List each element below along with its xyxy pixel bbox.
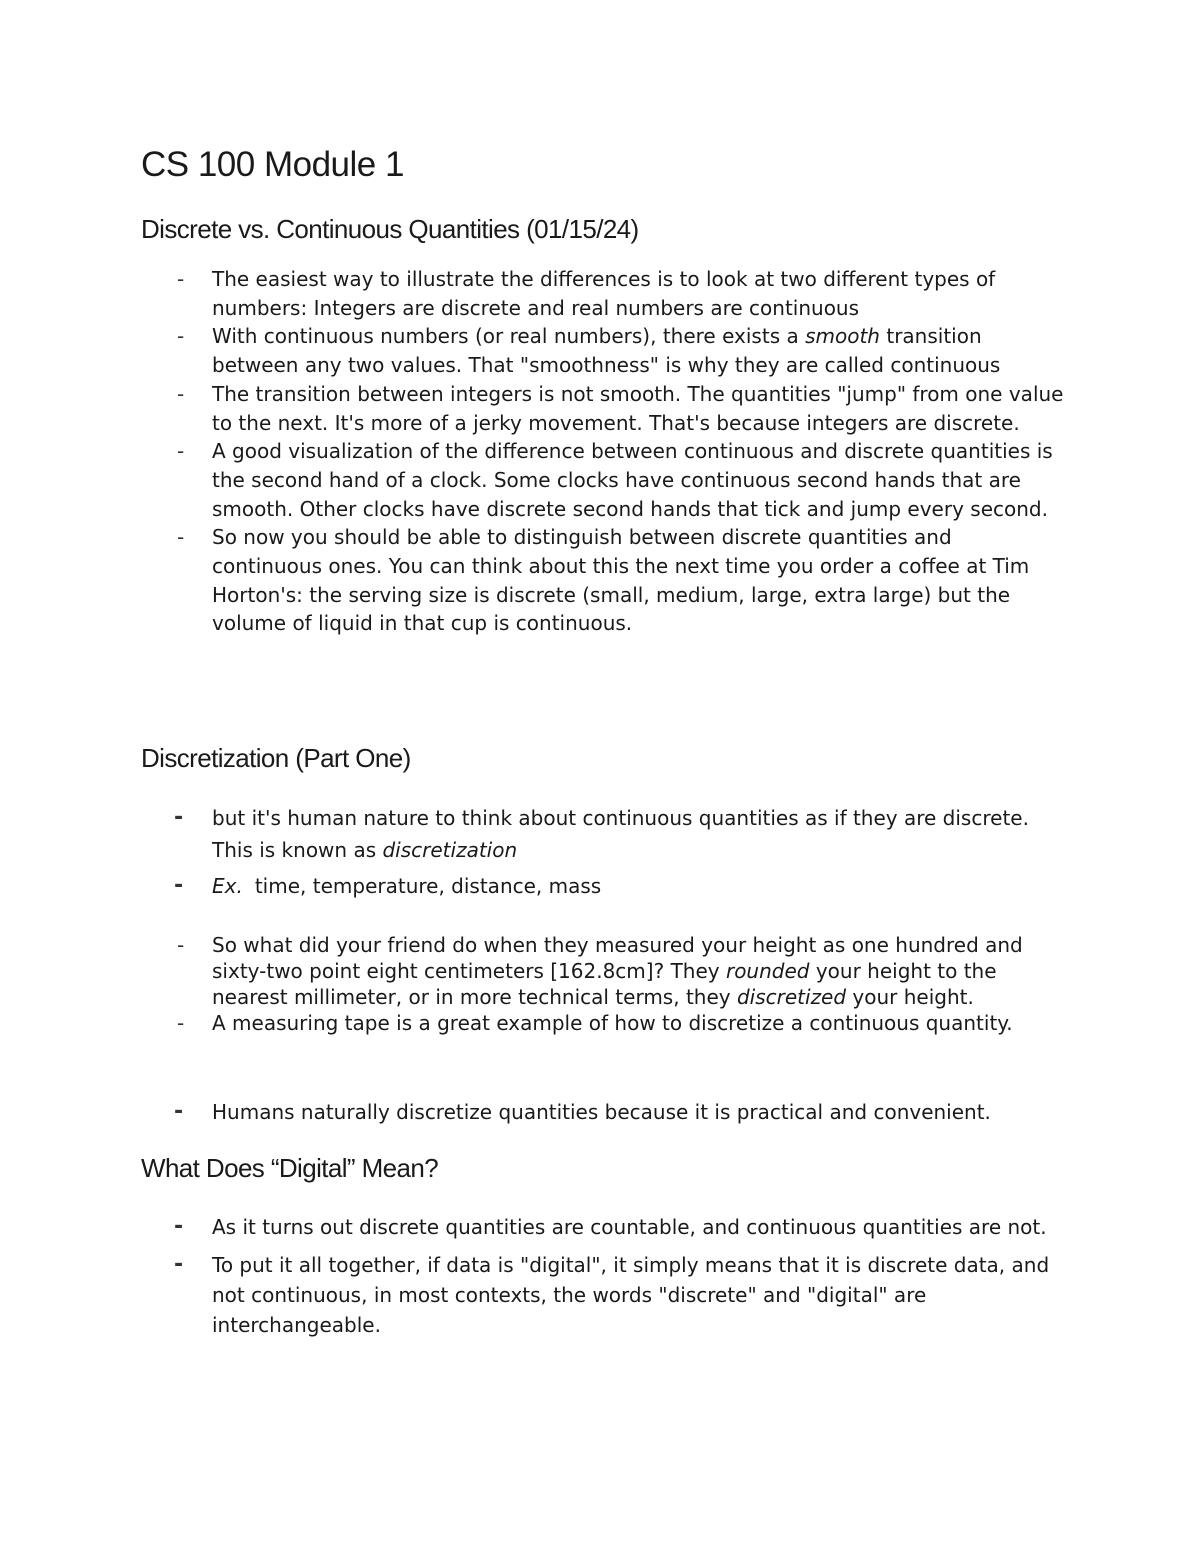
list-item	[141, 870, 1066, 902]
list-item-text: To put it all together, if data is "digital", it simply means that it is discrete data, and not continuous, in most contexts, the words "discrete" and "digital" are interchangeable.	[212, 1253, 1050, 1337]
list-item-text: As it turns out discrete quantities are countable, and continuous quantities are not.	[212, 1215, 1047, 1239]
list-item	[141, 380, 1066, 437]
bullet-list-discretization-examples	[141, 932, 1066, 1036]
bullet-dash: -	[177, 525, 185, 550]
text-run: your height.	[846, 985, 974, 1009]
bullet-list-discretization-summary	[141, 1098, 1066, 1126]
bullet-dash: -	[177, 324, 185, 349]
list-item-text	[212, 324, 1000, 377]
emphasis-text: discretized	[736, 985, 847, 1009]
list-item-text: So now you should be able to distinguish between discrete quantities and continuous ones. You can think about this the next time you order a coffee at Tim Horton's: the serving size is discrete (small, medium, large, extra large) but the volume of liquid in that cup is continuous.	[212, 525, 1030, 636]
bullet-dash: -	[174, 805, 184, 830]
section-heading-what-does-digital-mean: What Does “Digital” Mean?	[141, 1153, 439, 1183]
list-item-text: A good visualization of the difference between continuous and discrete quantities is the second hand of a clock. Some clocks have continuous second hands that are smooth. Other clocks have discrete second hands that tick and jump every second.	[212, 439, 1053, 521]
list-item	[141, 1010, 1066, 1036]
list-item	[141, 802, 1066, 866]
list-item	[141, 1098, 1066, 1126]
list-item	[141, 1212, 1066, 1242]
list-item-text: The easiest way to illustrate the differences is to look at two different types of numbers: Integers are discrete and real numbers are continuous	[212, 267, 996, 320]
bullet-list-discrete-vs-continuous	[141, 265, 1066, 638]
emphasis-text: Ex.	[212, 874, 243, 898]
bullet-list-discretization-intro	[141, 802, 1066, 906]
bullet-dash: -	[174, 1214, 184, 1239]
section-heading-discrete-vs-continuous: Discrete vs. Continuous Quantities (01/15/24)	[141, 214, 639, 244]
bullet-dash: -	[174, 873, 184, 898]
list-item-text	[212, 806, 1029, 862]
list-item-text: A measuring tape is a great example of how to discretize a continuous quantity.	[212, 1011, 1013, 1035]
text-run: your height to the nearest millimeter, or in more technical terms, they	[212, 959, 997, 1009]
text-run: time, temperature, distance, mass	[254, 874, 602, 898]
bullet-dash: -	[174, 1099, 184, 1124]
section-heading-discretization: Discretization (Part One)	[141, 743, 411, 773]
list-item	[141, 523, 1066, 638]
bullet-list-digital	[141, 1212, 1066, 1348]
text-run: So what did your friend do when they measured your height as one hundred and sixty-two point eight centimeters [162.8cm]? They	[212, 933, 1023, 983]
text-run: transition between any two values. That "smoothness" is why they are called continuous	[212, 324, 1001, 378]
list-item-text	[212, 933, 1023, 1009]
bullet-dash: -	[177, 439, 185, 464]
bullet-dash: -	[177, 381, 185, 406]
text-run: but it's human nature to think about continuous quantities as if they are discrete. This is known as	[212, 806, 1029, 862]
emphasis-text: rounded	[725, 959, 810, 983]
emphasis-text: discretization	[382, 838, 518, 862]
list-item-text	[212, 874, 601, 898]
list-item	[141, 1250, 1066, 1340]
bullet-dash: -	[177, 267, 185, 291]
list-item	[141, 322, 1066, 379]
bullet-dash: -	[174, 1252, 184, 1277]
bullet-dash: -	[177, 933, 185, 957]
list-item-text: The transition between integers is not smooth. The quantities "jump" from one value to the next. It's more of a jerky movement. That's because integers are discrete.	[212, 381, 1064, 435]
document-title: CS 100 Module 1	[141, 145, 404, 184]
list-item	[141, 932, 1066, 1010]
list-item	[141, 265, 1066, 322]
bullet-dash: -	[177, 1011, 185, 1035]
emphasis-text: smooth	[805, 324, 880, 349]
list-item-text: Humans naturally discretize quantities because it is practical and convenient.	[212, 1100, 991, 1124]
list-item	[141, 437, 1066, 523]
text-run: With continuous numbers (or real numbers), there exists a	[212, 324, 806, 349]
